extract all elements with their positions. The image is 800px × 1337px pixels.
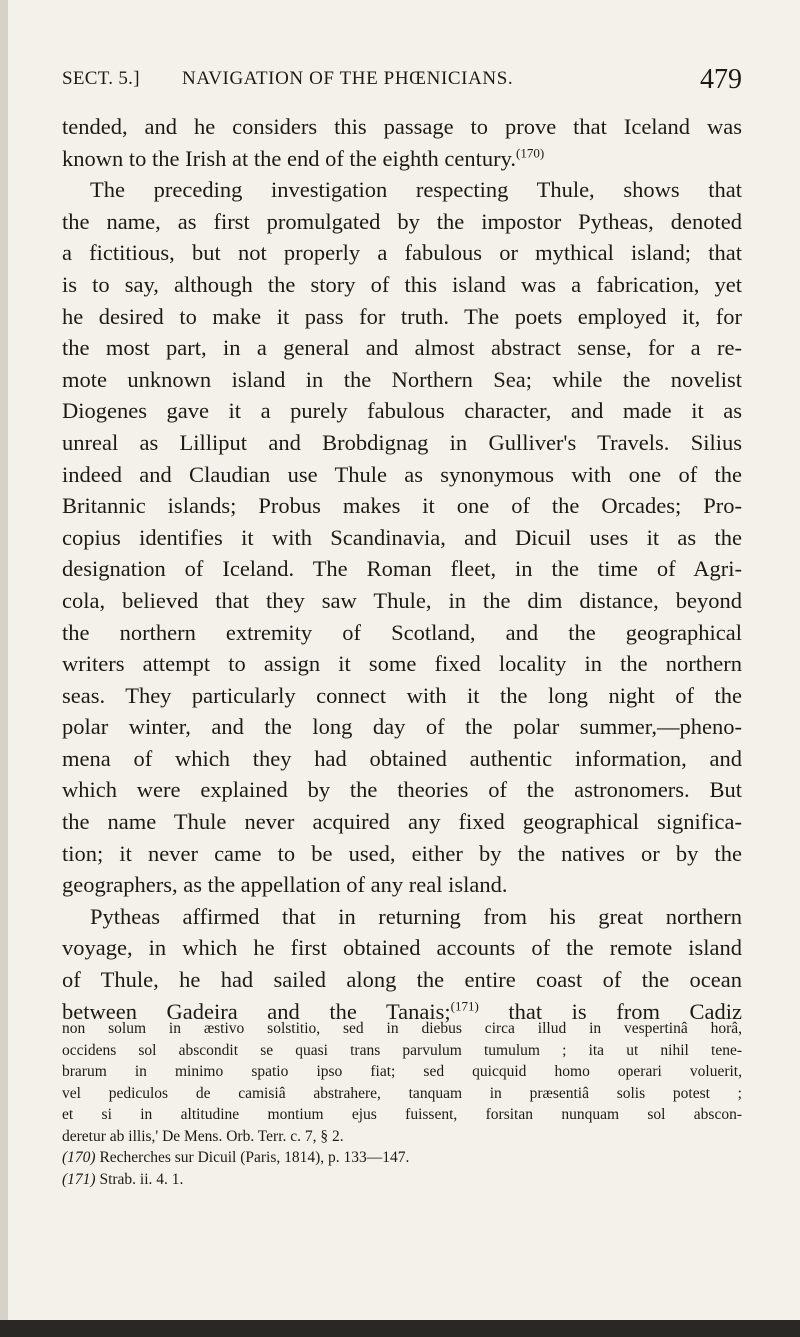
text-line: between Gadeira and the Tanais;$^{(171)}$ that is from Cadiz [62,998,742,1024]
page-bottom-edge [0,1320,800,1337]
footnote-line: non solum in æstivo solstitio, sed in diebus circa illud in vespertinâ horâ, [62,1020,742,1037]
text-line: geographers, as the appellation of any real island. [62,872,508,898]
page-number: 479 [700,64,742,95]
footnote-line: deretur ab illis,' De Mens. Orb. Terr. c. 7, § 2. [62,1127,344,1145]
text-line: copius identifies it with Scandinavia, and Dicuil uses it as the [62,524,742,550]
text-line: tion; it never came to be used, either by the natives or by the [62,840,742,866]
footnote-line: occidens sol abscondit se quasi trans parvulum tumulum ; ita ut nihil tene- [62,1041,742,1059]
text-line: Diogenes gave it a purely fabulous character, and made it as [62,398,742,424]
running-header [62,64,742,104]
text-line: designation of Iceland. The Roman fleet, in the time of Agri- [62,556,742,582]
footnote-170: (170) Recherches sur Dicuil (Paris, 1814), p. 133—147. [62,1149,410,1166]
text-line: seas. They particularly connect with it the long night of the [62,682,742,708]
text-line: writers attempt to assign it some fixed locality in the northern [62,651,742,677]
text-line: the most part, in a general and almost abstract sense, for a re- [62,335,742,361]
text-line: a fictitious, but not properly a fabulous or mythical island; that [62,240,742,266]
text-line: the name, as first promulgated by the impostor Pytheas, denoted [62,208,742,234]
footnotes [62,1018,742,1190]
text-line: indeed and Claudian use Thule as synonymous with one of the [62,461,742,487]
text-line: of Thule, he had sailed along the entire coast of the ocean [62,967,742,993]
text-line: he desired to make it pass for truth. The poets employed it, for [62,303,742,329]
footnote-line: brarum in minimo spatio ipso fiat; sed quicquid homo operari voluerit, [62,1063,742,1080]
main-text [62,111,742,1027]
paragraph-start: Pytheas affirmed that in returning from his great northern [90,903,742,929]
footnote-ref: (170) [516,145,545,161]
footnote-ref: (171) [450,998,479,1014]
text-line: polar winter, and the long day of the polar summer,—pheno- [62,714,742,740]
text-line: mote unknown island in the Northern Sea; while the novelist [62,366,742,392]
text-line: Britannic islands; Probus makes it one of the Orcades; Pro- [62,493,742,519]
section-label: SECT. 5.] [62,68,140,89]
footnote-line: et si in altitudine montium ejus fuissent, forsitan nunquam sol abscon- [62,1106,742,1123]
text-line: tended, and he considers this passage to prove that Iceland was [62,114,742,139]
text-line: the northern extremity of Scotland, and the geographical [62,619,742,645]
text-line: unreal as Lilliput and Brobdignag in Gulliver's Travels. Silius [62,429,742,455]
paragraph-start: The preceding investigation respecting Thule, shows that [90,177,742,203]
page-edge-shadow [0,0,8,1337]
text-line: which were explained by the theories of the astronomers. But [62,777,742,803]
text-line: is to say, although the story of this island was a fabrication, yet [62,271,742,297]
text-line: the name Thule never acquired any fixed geographical significa- [62,809,742,835]
text-line: cola, believed that they saw Thule, in the dim distance, beyond [62,587,742,613]
footnote-line: vel pediculos de camisiâ abstrahere, tanquam in præsentiâ solis potest ; [62,1084,742,1102]
running-title: NAVIGATION OF THE PHŒNICIANS. [182,68,514,89]
text-line: mena of which they had obtained authentic information, and [62,745,742,771]
text-line: known to the Irish at the end of the eighth century.$^{(170)}$ [62,145,545,171]
text-line: voyage, in which he first obtained accounts of the remote island [62,935,742,961]
footnote-171: (171) Strab. ii. 4. 1. [62,1170,184,1188]
